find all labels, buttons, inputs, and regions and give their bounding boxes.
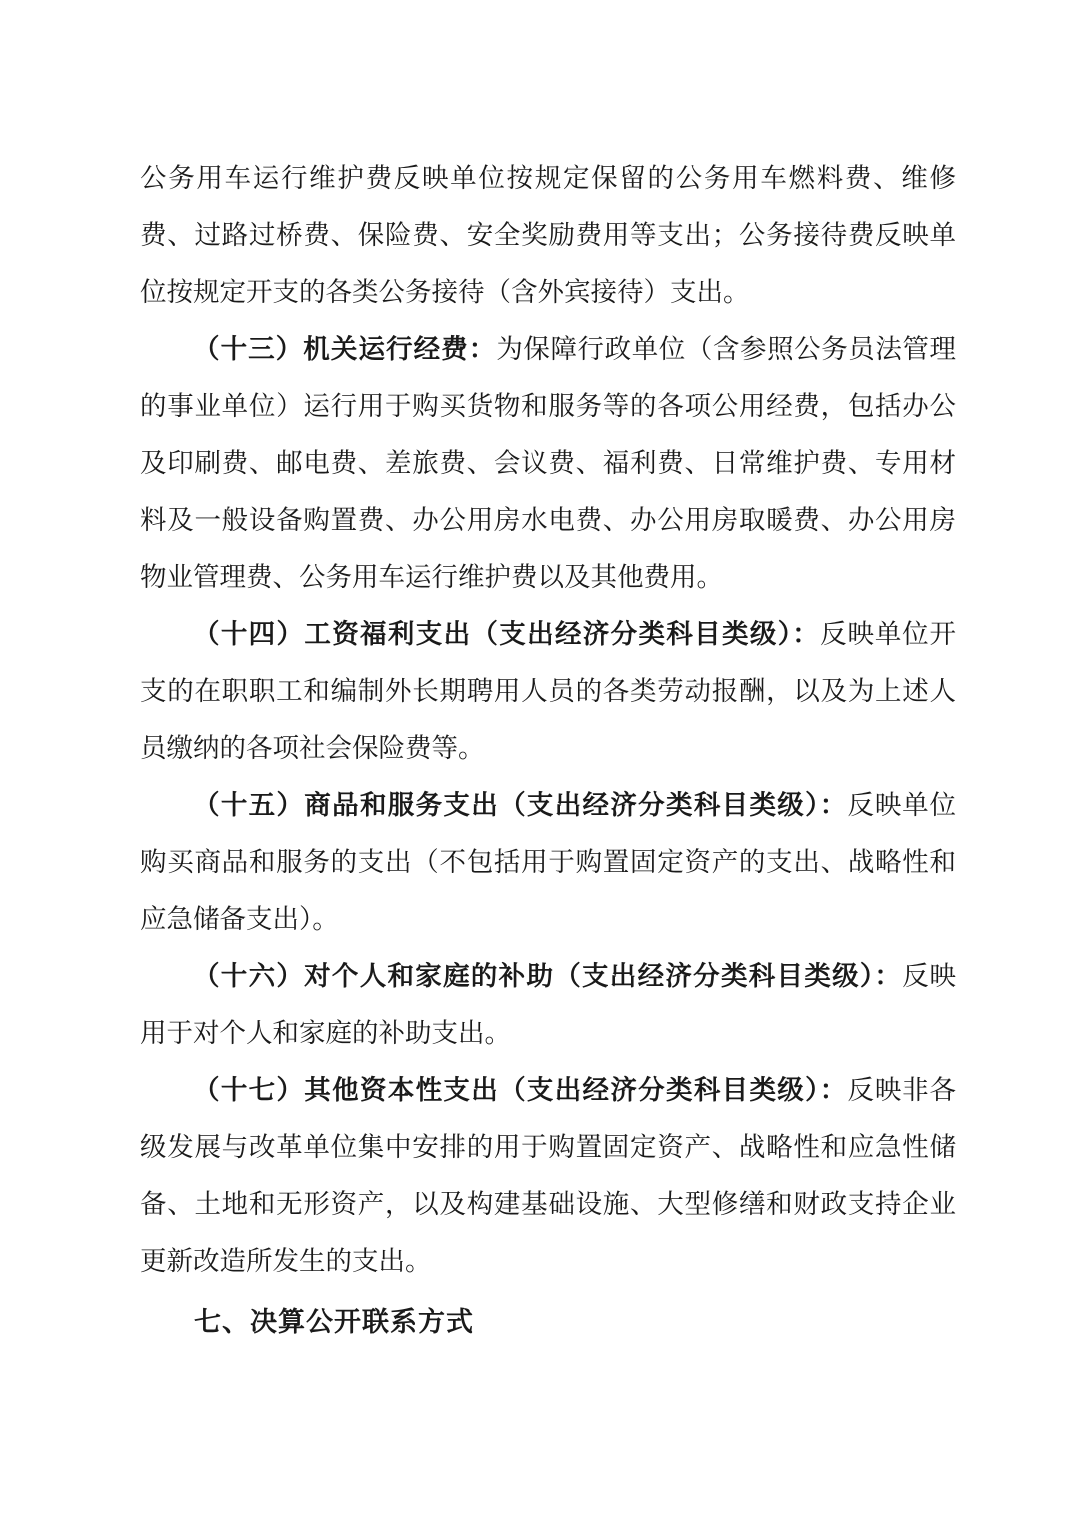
paragraph-item-15	[140, 777, 956, 948]
paragraph-car-expense	[140, 150, 956, 321]
paragraph-text: 为保障行政单位（含参照公务员法管理的事业单位）运行用于购买货物和服务等的各项公用经费，包括办公及印刷费、邮电费、差旅费、会议费、福利费、日常维护费、专用材料及一般设备购置费、办公用房水电费、办公用房取暖费、办公用房物业管理费、公务用车运行维护费以及其他费用。	[140, 334, 957, 593]
paragraph-item-17	[140, 1062, 956, 1290]
paragraph-text: 反映单位购买商品和服务的支出（不包括用于购置固定资产的支出、战略性和应急储备支出）。	[140, 790, 957, 935]
paragraph-lead: （十四）工资福利支出（支出经济分类科目类级）：	[193, 619, 821, 650]
paragraph-lead: （十七）其他资本性支出（支出经济分类科目类级）：	[193, 1075, 848, 1106]
paragraph-text: 反映非各级发展与改革单位集中安排的用于购置固定资产、战略性和应急性储备、土地和无形资产，以及构建基础设施、大型修缮和财政支持企业更新改造所发生的支出。	[140, 1075, 957, 1277]
paragraph-lead: （十五）商品和服务支出（支出经济分类科目类级）：	[193, 790, 848, 821]
paragraph-item-16	[140, 948, 956, 1062]
paragraph-text: 反映单位开支的在职职工和编制外长期聘用人员的各类劳动报酬，以及为上述人员缴纳的各项社会保险费等。	[140, 619, 957, 764]
document-body	[140, 150, 956, 1351]
paragraph-text: 反映用于对个人和家庭的补助支出。	[140, 961, 957, 1049]
paragraph-lead: （十三）机关运行经费：	[193, 334, 497, 365]
paragraph-text: 公务用车运行维护费反映单位按规定保留的公务用车燃料费、维修费、过路过桥费、保险费、安全奖励费用等支出；公务接待费反映单位按规定开支的各类公务接待（含外宾接待）支出。	[140, 163, 956, 308]
paragraph-item-14	[140, 606, 956, 777]
paragraph-lead: （十六）对个人和家庭的补助（支出经济分类科目类级）：	[193, 961, 903, 992]
section-heading-contact: 七、决算公开联系方式	[194, 1307, 474, 1338]
paragraph-item-13	[140, 321, 956, 606]
